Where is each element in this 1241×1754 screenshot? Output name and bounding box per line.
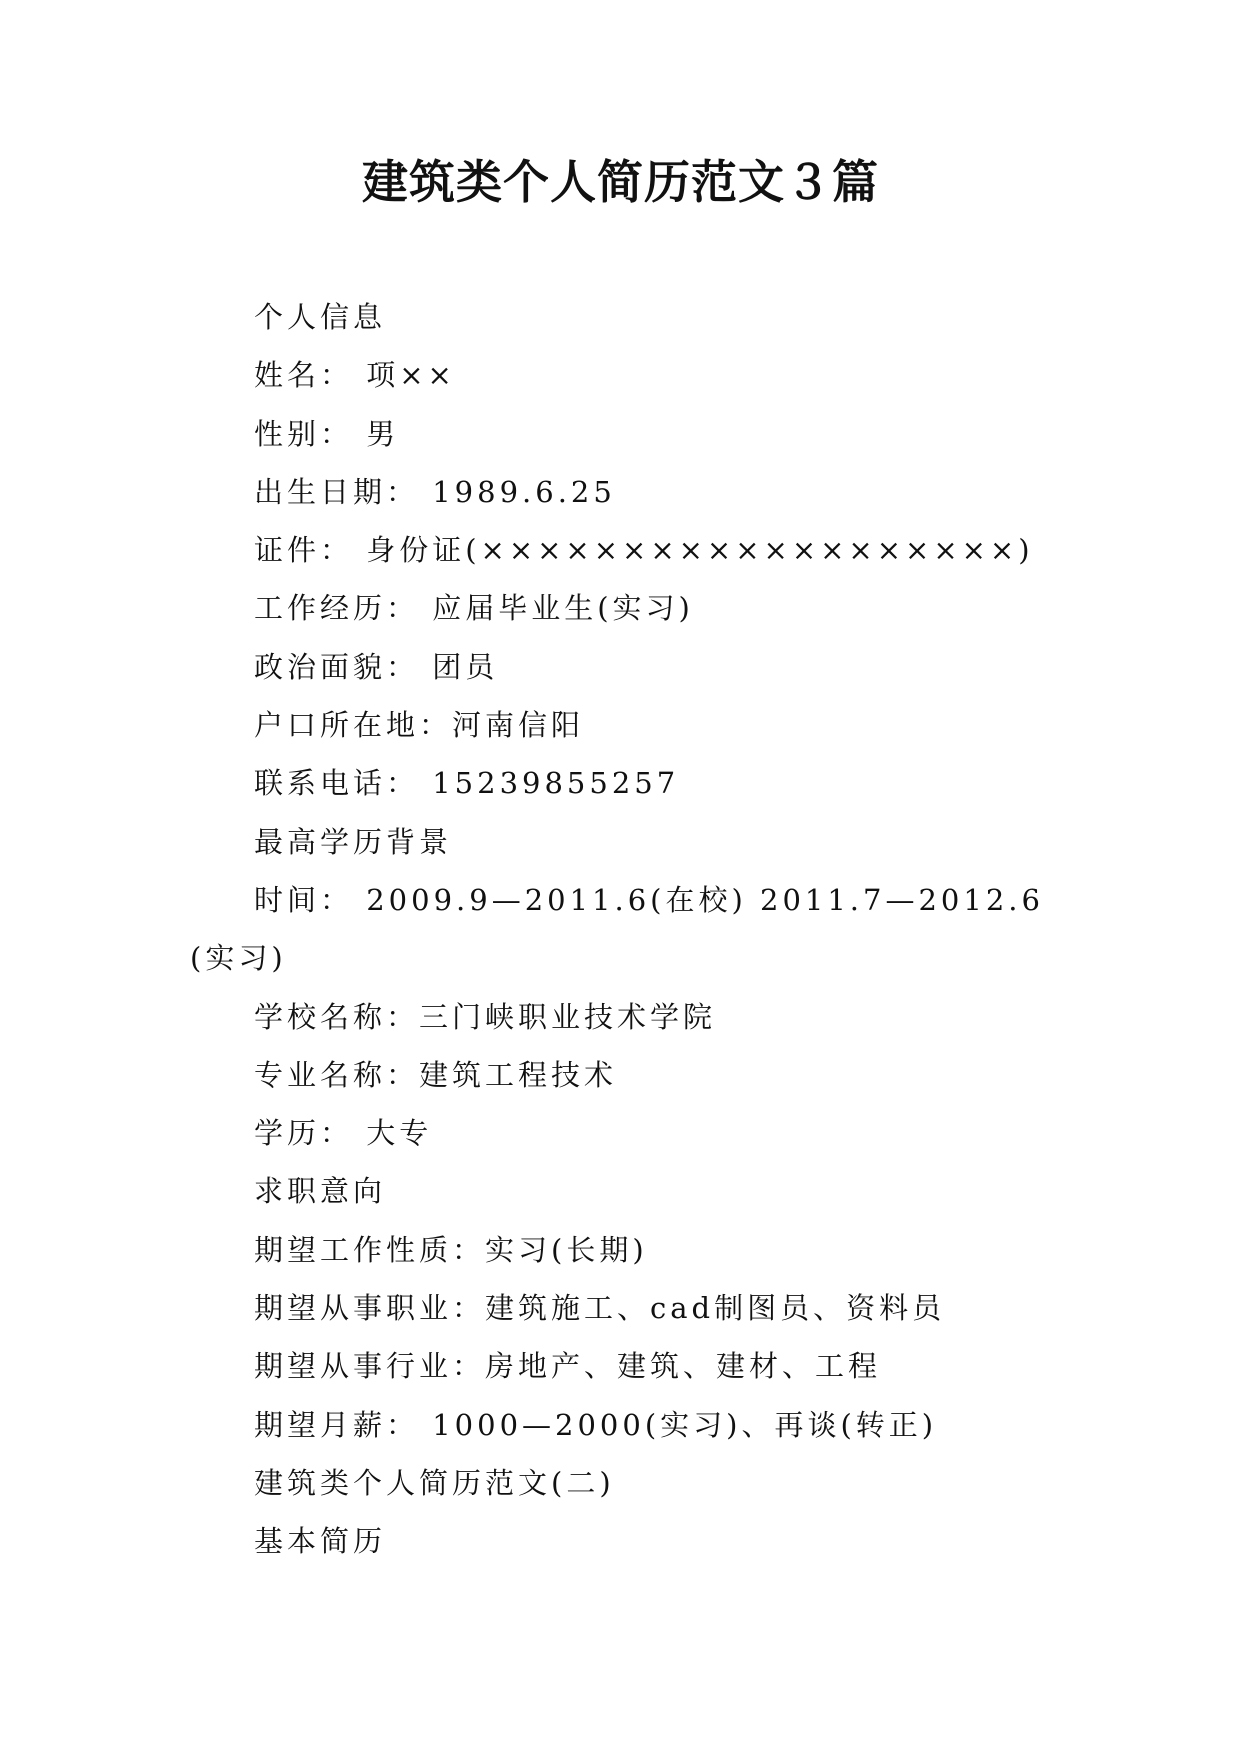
field-gender: 性别： 男 xyxy=(254,416,400,451)
field-period: 时间： 2009.9—2011.6(在校) 2011.7—2012.6(实习) xyxy=(190,882,1044,976)
field-phone: 联系电话： 15239855257 xyxy=(254,766,680,801)
section-heading-basic-resume: 基本简历 xyxy=(254,1524,387,1559)
field-household-registration: 户口所在地：河南信阳 xyxy=(254,708,585,743)
field-job-type: 期望工作性质：实习(长期) xyxy=(254,1232,648,1267)
subsection-title-sample-two: 建筑类个人简历范文(二) xyxy=(254,1465,615,1500)
field-expected-salary: 期望月薪： 1000—2000(实习)、再谈(转正) xyxy=(254,1407,938,1442)
section-heading-education: 最高学历背景 xyxy=(254,824,453,859)
field-school-name: 学校名称：三门峡职业技术学院 xyxy=(254,999,717,1034)
field-work-experience: 工作经历： 应届毕业生(实习) xyxy=(254,591,694,626)
document-body xyxy=(190,288,1070,1571)
field-political-status: 政治面貌： 团员 xyxy=(254,649,499,684)
field-major: 专业名称：建筑工程技术 xyxy=(254,1057,618,1092)
section-heading-personal-info: 个人信息 xyxy=(254,300,387,334)
field-name: 姓名： 项×× xyxy=(254,358,456,393)
document-title: 建筑类个人简历范文３篇 xyxy=(362,155,879,209)
field-degree: 学历： 大专 xyxy=(254,1116,433,1151)
field-birth-date: 出生日期： 1989.6.25 xyxy=(254,474,616,509)
field-id-document: 证件： 身份证(×××××××××××××××××××) xyxy=(254,533,1034,568)
field-desired-industry: 期望从事行业：房地产、建筑、建材、工程 xyxy=(254,1349,882,1384)
field-desired-occupation: 期望从事职业：建筑施工、cad制图员、资料员 xyxy=(254,1291,946,1326)
section-heading-job-intention: 求职意向 xyxy=(254,1174,387,1209)
